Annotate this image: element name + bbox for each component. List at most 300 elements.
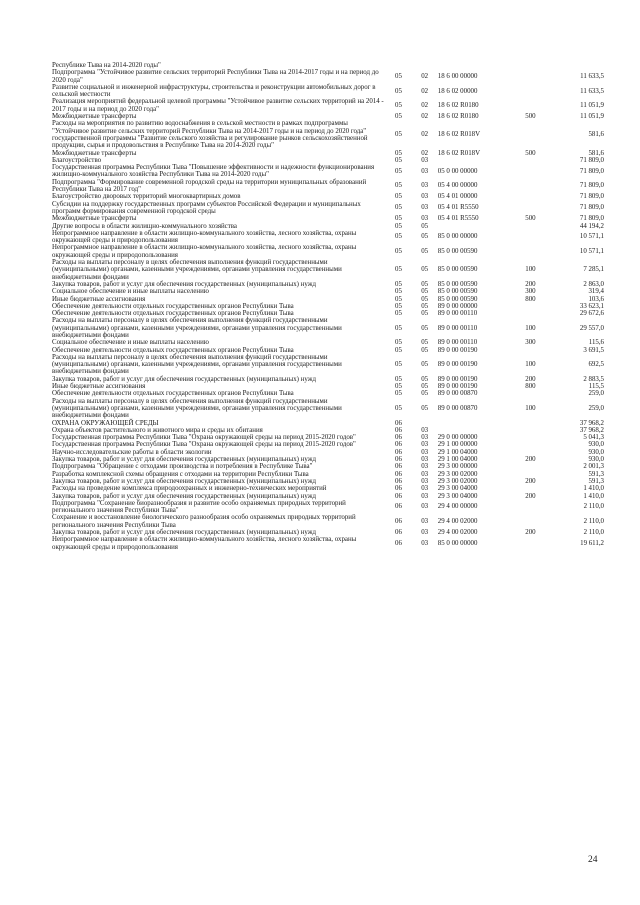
row-subsection: 03 [421,456,429,464]
row-target-code: 89 0 00 00190 [437,361,478,369]
row-subsection: 03 [421,204,429,212]
row-subsection: 05 [421,361,429,369]
row-expense-type [515,471,545,478]
row-target-code: 05 4 01 00000 [437,193,478,201]
row-section: 06 [395,503,402,511]
row-subsection: 05 [421,324,429,332]
row-expense-type [515,84,545,99]
row-subsection: 05 [421,302,429,310]
row-name: Межбюджетные трансферты [52,215,137,223]
row-expense-type [515,536,545,551]
row-amount: 692,5 [588,361,604,369]
row-target-code: 29 1 00 04000 [437,448,478,456]
row-expense-type [515,157,545,164]
row-subsection: 05 [421,266,429,274]
table-row [52,193,604,200]
row-name: Расходы на выплаты персоналу в целях обеспечения выполнения функций государственными (муниципальными) органами, казенными учреждениями, органами управления государственными внебюджетными фондами [52,317,342,339]
row-section: 06 [395,470,402,478]
row-name: Межбюджетные трансферты [52,113,137,121]
row-target-code [438,427,516,434]
table-row [52,434,604,441]
row-subsection: 05 [421,375,429,383]
row-expense-type: 800 [525,295,536,303]
row-name: Обеспечение деятельности отдельных государственных органов Республики Тыва [52,346,294,354]
row-expense-type [515,98,545,113]
row-section: 05 [395,248,402,256]
table-row [52,84,604,99]
row-target-code: 89 0 00 00870 [437,404,478,412]
table-row [52,296,604,303]
table-row [52,478,604,485]
table-row [52,259,604,281]
row-name: Обеспечение деятельности отдельных государственных органов Республики Тыва [52,302,294,310]
row-name: Расходы на выплаты персоналу в целях обеспечения выполнения функций государственными (муниципальными) органами, казенными учреждениями, органами управления государственными внебюджетными фондами [52,259,342,281]
row-amount: 11 051,9 [580,102,604,110]
row-subsection: 03 [421,156,429,164]
row-section: 05 [395,182,402,190]
row-amount: 11 633,5 [580,72,604,80]
table-row [52,536,604,551]
row-name: Закупка товаров, работ и услуг для обеспечения государственных (муниципальных) нужд [52,492,316,500]
table-row [52,529,604,536]
row-section: 05 [395,156,402,164]
table-row [52,69,604,84]
row-expense-type [515,485,545,492]
row-section: 05 [395,233,402,241]
table-row [52,157,604,164]
row-name: Расходы на проведение комплекса природоохранных и инженерно-технических мероприятий [52,485,327,493]
row-expense-type: 200 [525,477,536,485]
row-amount: 115,5 [588,383,604,391]
row-expense-type: 100 [525,361,536,369]
row-target-code: 18 6 02 R018V [437,131,481,139]
row-amount: 29 557,0 [579,324,604,332]
row-subsection: 03 [421,518,429,526]
row-amount: 44 194,2 [579,222,604,230]
row-expense-type [515,449,545,456]
row-name: Развитие социальной и инженерной инфраструктуры, строительства и реконструкции автомобильных дорог в сельской местности [52,83,376,99]
row-target-code: 29 3 00 02000 [437,470,478,478]
row-name: Закупка товаров, работ и услуг для обеспечения государственных (муниципальных) нужд [52,529,316,536]
table-row [52,347,604,354]
row-amount: 10 571,1 [579,233,604,241]
row-name: Обеспечение деятельности отдельных государственных органов Республики Тыва [52,390,294,398]
row-expense-type: 100 [525,324,536,332]
row-expense-type: 300 [525,288,536,296]
row-amount: 1 410,0 [583,485,604,493]
row-subsection: 03 [421,182,429,190]
row-amount [546,62,604,69]
row-expense-type [515,310,545,317]
row-section: 05 [395,280,402,288]
row-section: 05 [395,266,402,274]
row-target-code: 05 0 00 00000 [437,167,478,175]
row-subsection: 05 [421,295,429,303]
row-name: Подпрограмма "Устойчивое развитие сельских территорий Республики Тыва на 2014-2017 годы и на период до 2020 года" [52,69,379,84]
row-subsection: 03 [421,426,429,434]
row-amount: 319,4 [588,288,604,296]
row-target-code: 89 0 00 00110 [437,324,478,332]
row-amount: 10 571,1 [579,248,604,256]
row-name: Другие вопросы в области жилищно-коммунального хозяйства [52,222,237,230]
document-page [52,62,604,551]
row-section: 05 [395,193,402,201]
table-row [52,420,604,427]
row-amount: 37 968,2 [579,426,604,434]
row-target-code [438,223,516,230]
row-section [385,62,411,69]
row-section: 05 [395,383,402,391]
row-name: Закупка товаров, работ и услуг для обеспечения государственных (муниципальных) нужд [52,375,316,383]
row-amount: 591,3 [588,477,604,485]
row-subsection: 05 [421,280,429,288]
row-amount: 11 051,9 [580,113,604,121]
row-subsection: 03 [421,529,429,536]
table-row [52,164,604,179]
row-target-code: 29 4 00 02000 [437,529,478,536]
table-row [52,201,604,216]
row-target-code: 89 0 00 00000 [437,302,478,310]
row-subsection: 03 [421,492,429,500]
table-row [52,179,604,194]
row-amount: 1 410,0 [583,492,604,500]
row-target-code: 29 3 00 04000 [437,485,478,493]
row-expense-type: 300 [525,339,536,347]
row-amount: 37 968,2 [579,419,604,427]
row-name: Межбюджетные трансферты [52,149,137,157]
row-expense-type [515,347,545,354]
row-section: 06 [395,539,402,547]
table-row [52,383,604,390]
row-subsection: 05 [421,248,429,256]
row-amount: 33 623,1 [579,302,604,310]
table-row [52,310,604,317]
row-expense-type [515,244,545,259]
row-name: Благоустройство дворовых территорий многоквартирных домов [52,193,241,201]
table-row [52,339,604,346]
row-expense-type [515,441,545,448]
row-section: 05 [395,295,402,303]
row-section: 06 [395,426,402,434]
row-section: 05 [395,310,402,318]
row-amount: 5 041,3 [583,434,604,442]
table-row [52,120,604,149]
row-target-code: 29 1 00 04000 [437,456,478,464]
row-target-code: 29 4 00 02000 [437,518,478,526]
row-section: 06 [395,434,402,442]
row-section: 05 [395,204,402,212]
row-target-code: 85 0 00 00590 [437,266,478,274]
row-target-code: 85 0 00 00590 [437,280,478,288]
row-name: ОХРАНА ОКРУЖАЮЩЕЙ СРЕДЫ [52,419,159,427]
row-section: 05 [395,375,402,383]
row-section: 06 [395,477,402,485]
table-row [52,317,604,339]
row-section: 05 [395,167,402,175]
row-subsection: 05 [421,310,429,318]
row-amount: 2 883,5 [583,375,604,383]
row-subsection: 02 [421,72,429,80]
row-target-code: 29 4 00 00000 [437,503,478,511]
table-row [52,485,604,492]
row-subsection: 05 [421,390,429,398]
row-amount: 115,6 [588,339,604,347]
row-name: Социальное обеспечение и иные выплаты населению [52,339,209,347]
row-name: Подпрограмма "Обращение с отходами производства и потребления в Республике Тыва" [52,463,313,471]
row-subsection: 02 [421,113,429,121]
row-expense-type: 200 [525,529,536,536]
table-row [52,449,604,456]
row-amount: 71 809,0 [579,215,604,223]
row-target-code: 89 0 00 00110 [437,339,478,347]
row-expense-type [515,223,545,230]
table-row [52,62,604,69]
row-name: Государственная программа Республики Тыва "Повышение эффективности и надежности функционирования жилищно-коммунального хозяйства Республики Тыва на 2014-2020 годы" [52,164,375,179]
row-amount: 581,6 [588,149,604,157]
row-section: 05 [395,302,402,310]
row-section: 05 [395,390,402,398]
table-row [52,441,604,448]
table-row [52,471,604,478]
row-subsection: 05 [421,222,429,230]
row-expense-type: 500 [525,149,536,157]
row-name: Охрана объектов растительного и животного мира и среды их обитания [52,426,263,434]
row-target-code [438,157,516,164]
row-amount: 29 672,6 [579,310,604,318]
row-subsection: 03 [421,485,429,493]
row-amount: 3 691,5 [583,346,604,354]
row-target-code: 18 6 02 R018V [437,149,481,157]
row-subsection: 03 [421,503,429,511]
row-amount: 2 110,0 [583,518,604,526]
row-name: Непрограммное направление в области жилищно-коммунального хозяйства, лесного хозяйства, охраны окружающей среды и природопользования [52,536,357,551]
row-expense-type [515,201,545,216]
row-name: Расходы на мероприятия по развитию водоснабжения в сельской местности в рамках подпрограммы "Устойчивое развитие сельских территорий Республики Тыва на 2014-2017 годы и на период до 2020 года" государственной программы "Развитие сельского хозяйства и регулирование рынков сельскохозяйственной продукции, сырья и продовольствия в Республике Тыва на 2014-2020 годы" [52,120,368,150]
row-expense-type: 200 [525,456,536,464]
row-section: 05 [395,324,402,332]
row-amount: 71 809,0 [579,156,604,164]
page-number: 24 [588,855,598,865]
row-name: Закупка товаров, работ и услуг для обеспечения государственных (муниципальных) нужд [52,456,316,464]
row-target-code: 29 0 00 00000 [437,434,478,442]
row-target-code: 29 3 00 02000 [437,477,478,485]
row-name: Разработка комплексной схемы обращения с отходами на территории Республики Тыва [52,470,309,478]
row-expense-type: 100 [525,404,536,412]
row-name: Подпрограмма "Сохранение биоразнообразия и развитие особо охраняемых природных территорий регионального значения Республики Тыва" [52,499,346,515]
row-name: Реализация мероприятий федеральной целевой программы "Устойчивое развитие сельских территорий на 2014 - 2017 годы и на период до 2020 года" [52,98,384,113]
row-target-code: 89 0 00 00190 [437,383,478,391]
row-amount: 581,6 [588,131,604,139]
row-subsection: 02 [421,149,429,157]
row-name: Социальное обеспечение и иные выплаты населению [52,288,209,296]
row-expense-type [515,164,545,179]
row-subsection: 05 [421,288,429,296]
row-subsection [412,62,438,69]
row-name: Иные бюджетные ассигнования [52,383,146,391]
row-target-code [438,420,516,427]
row-name: Расходы на выплаты персоналу в целях обеспечения выполнения функций государственными (муниципальными) органами, казенными учреждениями, органами управления государственными внебюджетными фондами [52,353,342,376]
row-amount: 2 110,0 [583,503,604,511]
row-subsection: 05 [421,339,429,347]
row-subsection: 02 [421,131,429,139]
row-target-code: 89 0 00 00110 [437,310,478,318]
row-amount: 259,0 [588,390,604,398]
row-subsection: 03 [421,477,429,485]
row-target-code: 85 0 00 00590 [437,288,478,296]
row-section: 06 [395,529,402,536]
table-row [52,376,604,383]
row-amount: 930,0 [588,456,604,464]
row-name: Государственная программа Республики Тыва "Охрана окружающей среды на период 2015-2020 годов" [52,434,356,442]
row-subsection: 03 [421,441,429,449]
row-target-code: 85 0 00 00000 [437,233,478,241]
row-name: Непрограммное направление в области жилищно-коммунального хозяйства, лесного хозяйства, охраны окружающей среды и природопользования [52,229,357,245]
row-subsection: 03 [421,193,429,201]
row-subsection: 02 [421,102,429,110]
row-section: 05 [395,72,402,80]
row-name: Республике Тыва на 2014-2020 годы" [52,62,161,69]
row-expense-type: 800 [525,383,536,391]
row-section: 05 [395,288,402,296]
row-expense-type [515,303,545,310]
row-expense-type: 200 [525,492,536,500]
row-target-code: 18 6 02 00000 [437,87,478,95]
row-target-code: 18 6 00 00000 [437,72,478,80]
row-section: 05 [395,131,402,139]
table-row [52,500,604,515]
row-amount: 103,6 [588,295,604,303]
row-expense-type [515,193,545,200]
row-subsection: 03 [421,463,429,471]
row-section: 05 [395,222,402,230]
row-amount: 930,0 [588,441,604,449]
row-amount: 2 863,0 [583,280,604,288]
row-amount: 2 110,0 [583,529,604,536]
table-row [52,244,604,259]
row-name: Субсидии на поддержку государственных программ субъектов Российской Федерации и муниципальных программ формирования современной городской среды [52,200,361,215]
row-amount: 71 809,0 [579,167,604,175]
row-name: Государственная программа Республики Тыва "Охрана окружающей среды на период 2015-2020 годов" [52,441,356,449]
row-subsection: 05 [421,346,429,354]
budget-table [52,62,604,551]
table-row [52,463,604,470]
row-section: 06 [395,448,402,456]
row-section: 05 [395,361,402,369]
row-section: 05 [395,149,402,157]
row-section: 06 [395,518,402,526]
row-section: 06 [395,441,402,449]
row-name: Закупка товаров, работ и услуг для обеспечения государственных (муниципальных) нужд [52,280,316,288]
table-row [52,303,604,310]
row-target-code: 05 4 01 R5550 [437,204,479,212]
row-expense-type [515,427,545,434]
row-name: Непрограммное направление в области жилищно-коммунального хозяйства, лесного хозяйства, охраны окружающей среды и природопользования [52,244,357,259]
row-target-code: 29 1 00 00000 [437,441,478,449]
row-section: 06 [395,463,402,471]
row-subsection: 03 [421,434,429,442]
row-amount: 930,0 [588,448,604,456]
row-subsection: 03 [421,215,429,223]
row-target-code: 85 0 00 00000 [437,539,478,547]
row-target-code: 18 6 02 R0180 [437,102,479,110]
table-row [52,288,604,295]
row-name: Подпрограмма "Формирование современной городской среды на территории муниципальных образований Республики Тыва на 2017 год" [52,178,367,194]
row-expense-type [515,69,545,84]
row-subsection: 05 [421,233,429,241]
row-section: 06 [395,492,402,500]
row-expense-type [515,514,545,529]
row-target-code: 29 3 00 00000 [437,463,478,471]
row-name: Благоустройство [52,156,102,164]
budget-table-body [52,62,604,551]
row-target-code: 29 3 00 04000 [437,492,478,500]
row-target-code: 89 0 00 00190 [437,346,478,354]
row-expense-type [515,120,545,149]
row-subsection [412,420,438,427]
row-amount: 71 809,0 [579,193,604,201]
row-name: Иные бюджетные ассигнования [52,295,146,303]
row-expense-type [515,179,545,194]
row-name: Обеспечение деятельности отдельных государственных органов Республики Тыва [52,310,294,318]
row-subsection: 03 [421,167,429,175]
row-target-code: 05 4 00 00000 [437,182,478,190]
row-amount: 19 611,2 [580,539,604,547]
row-expense-type [515,390,545,397]
table-row [52,354,604,376]
row-section: 05 [395,87,402,95]
row-section: 06 [395,456,402,464]
row-target-code: 85 0 00 00590 [437,248,478,256]
table-row [52,215,604,222]
row-subsection: 03 [421,470,429,478]
row-amount: 11 633,5 [580,87,604,95]
table-row [52,514,604,529]
row-expense-type [515,500,545,515]
table-row [52,493,604,500]
row-amount: 259,0 [588,404,604,412]
row-amount: 7 285,1 [583,266,604,274]
table-row [52,390,604,397]
row-section: 05 [395,113,402,121]
table-row [52,427,604,434]
row-name: Закупка товаров, работ и услуг для обеспечения государственных (муниципальных) нужд [52,477,316,485]
row-subsection: 05 [421,383,429,391]
row-expense-type [515,420,545,427]
row-expense-type [515,230,545,245]
row-target-code: 85 0 00 00590 [437,295,478,303]
row-amount: 2 001,3 [583,463,604,471]
row-amount: 591,3 [588,470,604,478]
row-name: Научно-исследовательские работы в области экологии [52,448,212,456]
row-section: 05 [395,346,402,354]
row-target-code: 89 0 00 00190 [437,375,478,383]
row-target-code: 18 6 02 R0180 [437,113,479,121]
row-section: 05 [395,215,402,223]
row-section: 05 [395,102,402,110]
table-row [52,398,604,420]
table-row [52,456,604,463]
row-section: 06 [395,419,402,427]
row-section: 05 [395,339,402,347]
row-subsection: 03 [421,539,429,547]
table-row [52,230,604,245]
row-name: Расходы на выплаты персоналу в целях обеспечения выполнения функций государственными (муниципальными) органами, казенными учреждениями, органами управления государственными внебюджетными фондами [52,397,342,420]
row-target-code: 05 4 01 R5550 [437,215,479,223]
row-expense-type [515,434,545,441]
row-amount: 71 809,0 [579,182,604,190]
row-amount: 71 809,0 [579,204,604,212]
row-expense-type: 500 [525,215,536,223]
